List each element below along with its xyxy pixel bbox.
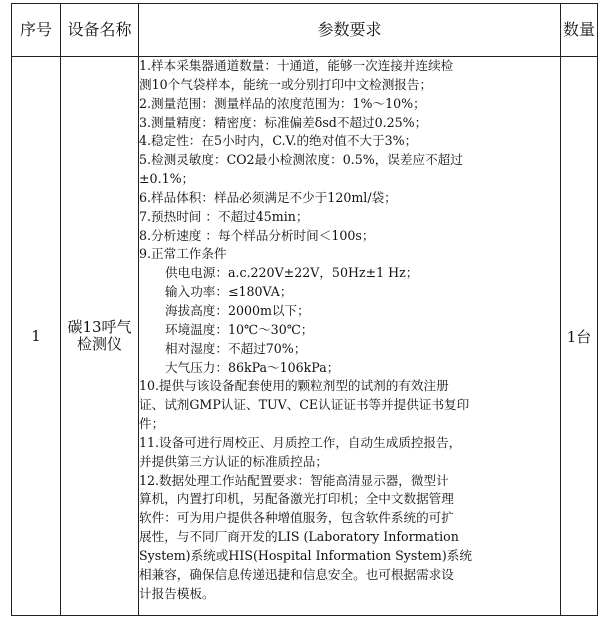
param-line: 算机，内置打印机，另配备激光打印机；全中文数据管理 bbox=[139, 491, 454, 507]
header-seq: 序号 bbox=[12, 4, 61, 57]
header-params: 参数要求 bbox=[139, 4, 561, 57]
param-line: 11.设备可进行周校正、月质控工作，自动生成质控报告， bbox=[139, 434, 462, 450]
row-params bbox=[139, 57, 561, 616]
param-line: 2.测量范围：测量样品的浓度范围为：1%～10%； bbox=[139, 95, 426, 111]
table-header-row bbox=[12, 4, 598, 57]
param-line: 4.稳定性：在5小时内，C.V.的绝对值不大于3%； bbox=[139, 133, 418, 149]
param-line: 大气压力：86kPa～106kPa； bbox=[165, 359, 340, 375]
row-seq: 1 bbox=[12, 57, 61, 616]
param-line: 环境温度：10℃～30℃； bbox=[165, 321, 314, 337]
param-line: 1.样本采集器通道数量：十通道，能够一次连接并连续检 bbox=[139, 58, 454, 73]
param-line: 12.数据处理工作站配置要求：智能高清显示器，微型计 bbox=[139, 472, 449, 488]
param-line: 海拔高度：2000m以下； bbox=[165, 302, 310, 318]
param-line: 3.测量精度：精密度：标准偏差δsd不超过0.25%； bbox=[139, 114, 428, 130]
param-line: 证、试剂GMP认证、TUV、CE认证证书等并提供证书复印 bbox=[139, 397, 470, 413]
row-device-name: 碳13呼气检测仪 bbox=[61, 57, 139, 616]
param-line: 供电电源：a.c.220V±22V，50Hz±1 Hz； bbox=[165, 265, 419, 281]
table-row bbox=[12, 57, 598, 616]
row-qty: 1台 bbox=[561, 57, 598, 616]
param-line: ±0.1%； bbox=[139, 171, 195, 187]
param-line: 并提供第三方认证的标准质控品； bbox=[139, 453, 328, 469]
param-line: 件； bbox=[139, 416, 165, 432]
param-line: 输入功率：≤180VA； bbox=[165, 284, 293, 300]
param-line: System)系统或HIS(Hospital Information System)系统 bbox=[139, 547, 472, 563]
param-line: 相兼容，确保信息传递迅捷和信息安全。也可根据需求设 bbox=[139, 566, 454, 582]
param-line: 展性，与不同厂商开发的LIS (Laboratory Information bbox=[139, 529, 459, 545]
header-name: 设备名称 bbox=[61, 4, 139, 57]
requirements-table bbox=[11, 3, 598, 616]
param-line: 计报告模板。 bbox=[139, 585, 215, 601]
param-line: 软件：可为用户提供各种增值服务，包含软件系统的可扩 bbox=[139, 510, 454, 526]
param-line: 8.分析速度 ：每个样品分析时间＜100s； bbox=[139, 227, 375, 243]
param-line: 5.检测灵敏度：CO2最小检测浓度：0.5%，误差应不超过 bbox=[139, 152, 463, 168]
param-line: 10.提供与该设备配套使用的颗粒剂型的试剂的有效注册 bbox=[139, 378, 449, 394]
param-line: 6.样品体积：样品必须满足不少于120ml/袋； bbox=[139, 189, 397, 205]
header-qty: 数量 bbox=[561, 4, 598, 57]
param-line: 测10个气袋样本，能统一或分别打印中文检测报告； bbox=[139, 76, 433, 92]
param-line: 7.预热时间 ：不超过45min； bbox=[139, 208, 309, 224]
param-line: 相对湿度：不超过70%； bbox=[165, 340, 307, 356]
param-line: 9.正常工作条件 bbox=[139, 246, 227, 262]
